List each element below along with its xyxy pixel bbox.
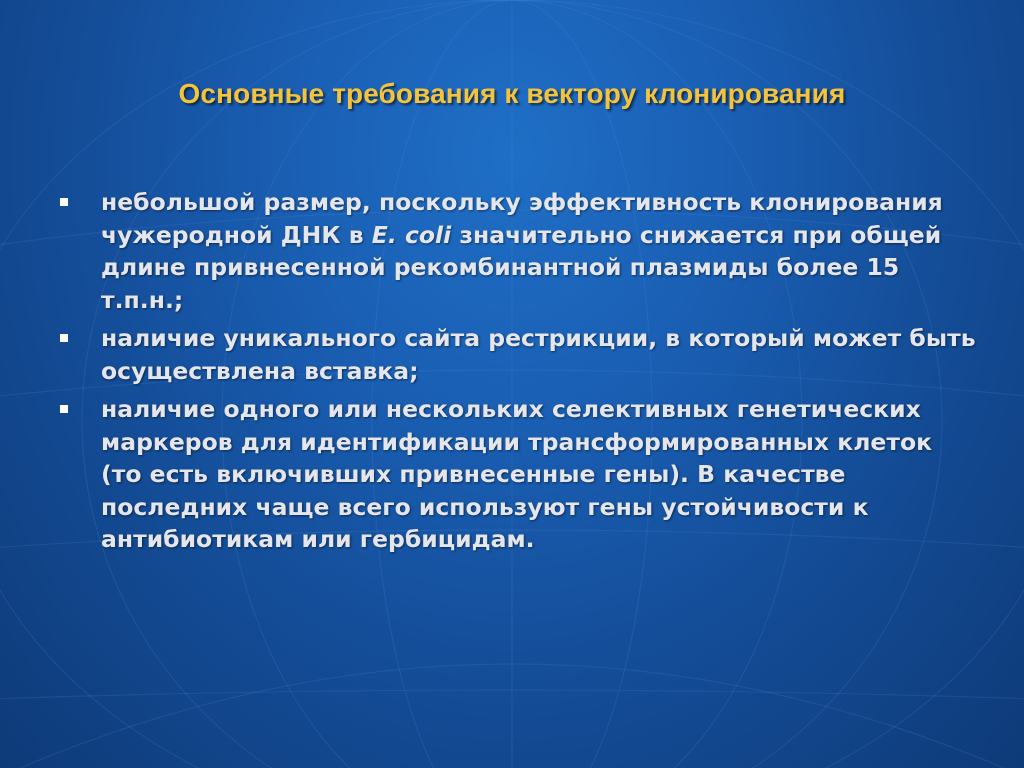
bullet-list — [60, 186, 980, 562]
square-bullet-icon — [60, 334, 68, 342]
square-bullet-icon — [60, 405, 68, 413]
bullet-item-restriction-site — [60, 322, 980, 387]
bullet-text-part: значительно снижается при общей длине привнесенной рекомбинантной плазмиды более 15 т.п.н.; — [101, 220, 942, 314]
bullet-text — [101, 186, 980, 316]
bullet-text: наличие одного или нескольких селективных генетических маркеров для идентификации трансформированных клеток (то есть включивших привнесенные гены). В качестве последних чаще всего используют гены устойчивости к антибиотикам или гербицидам. — [101, 395, 933, 553]
bullet-text: наличие уникального сайта рестрикции, в который может быть осуществлена вставка; — [101, 324, 976, 385]
bullet-item-selective-markers — [60, 393, 980, 556]
organism-name: E. coli — [371, 220, 452, 249]
bullet-text-part: небольшой размер, поскольку эффективность клонирования чужеродной ДНК в — [101, 188, 943, 249]
bullet-item-small-size — [60, 186, 980, 316]
square-bullet-icon — [60, 198, 68, 206]
slide-title: Основные требования к вектору клонирования — [178, 78, 846, 109]
